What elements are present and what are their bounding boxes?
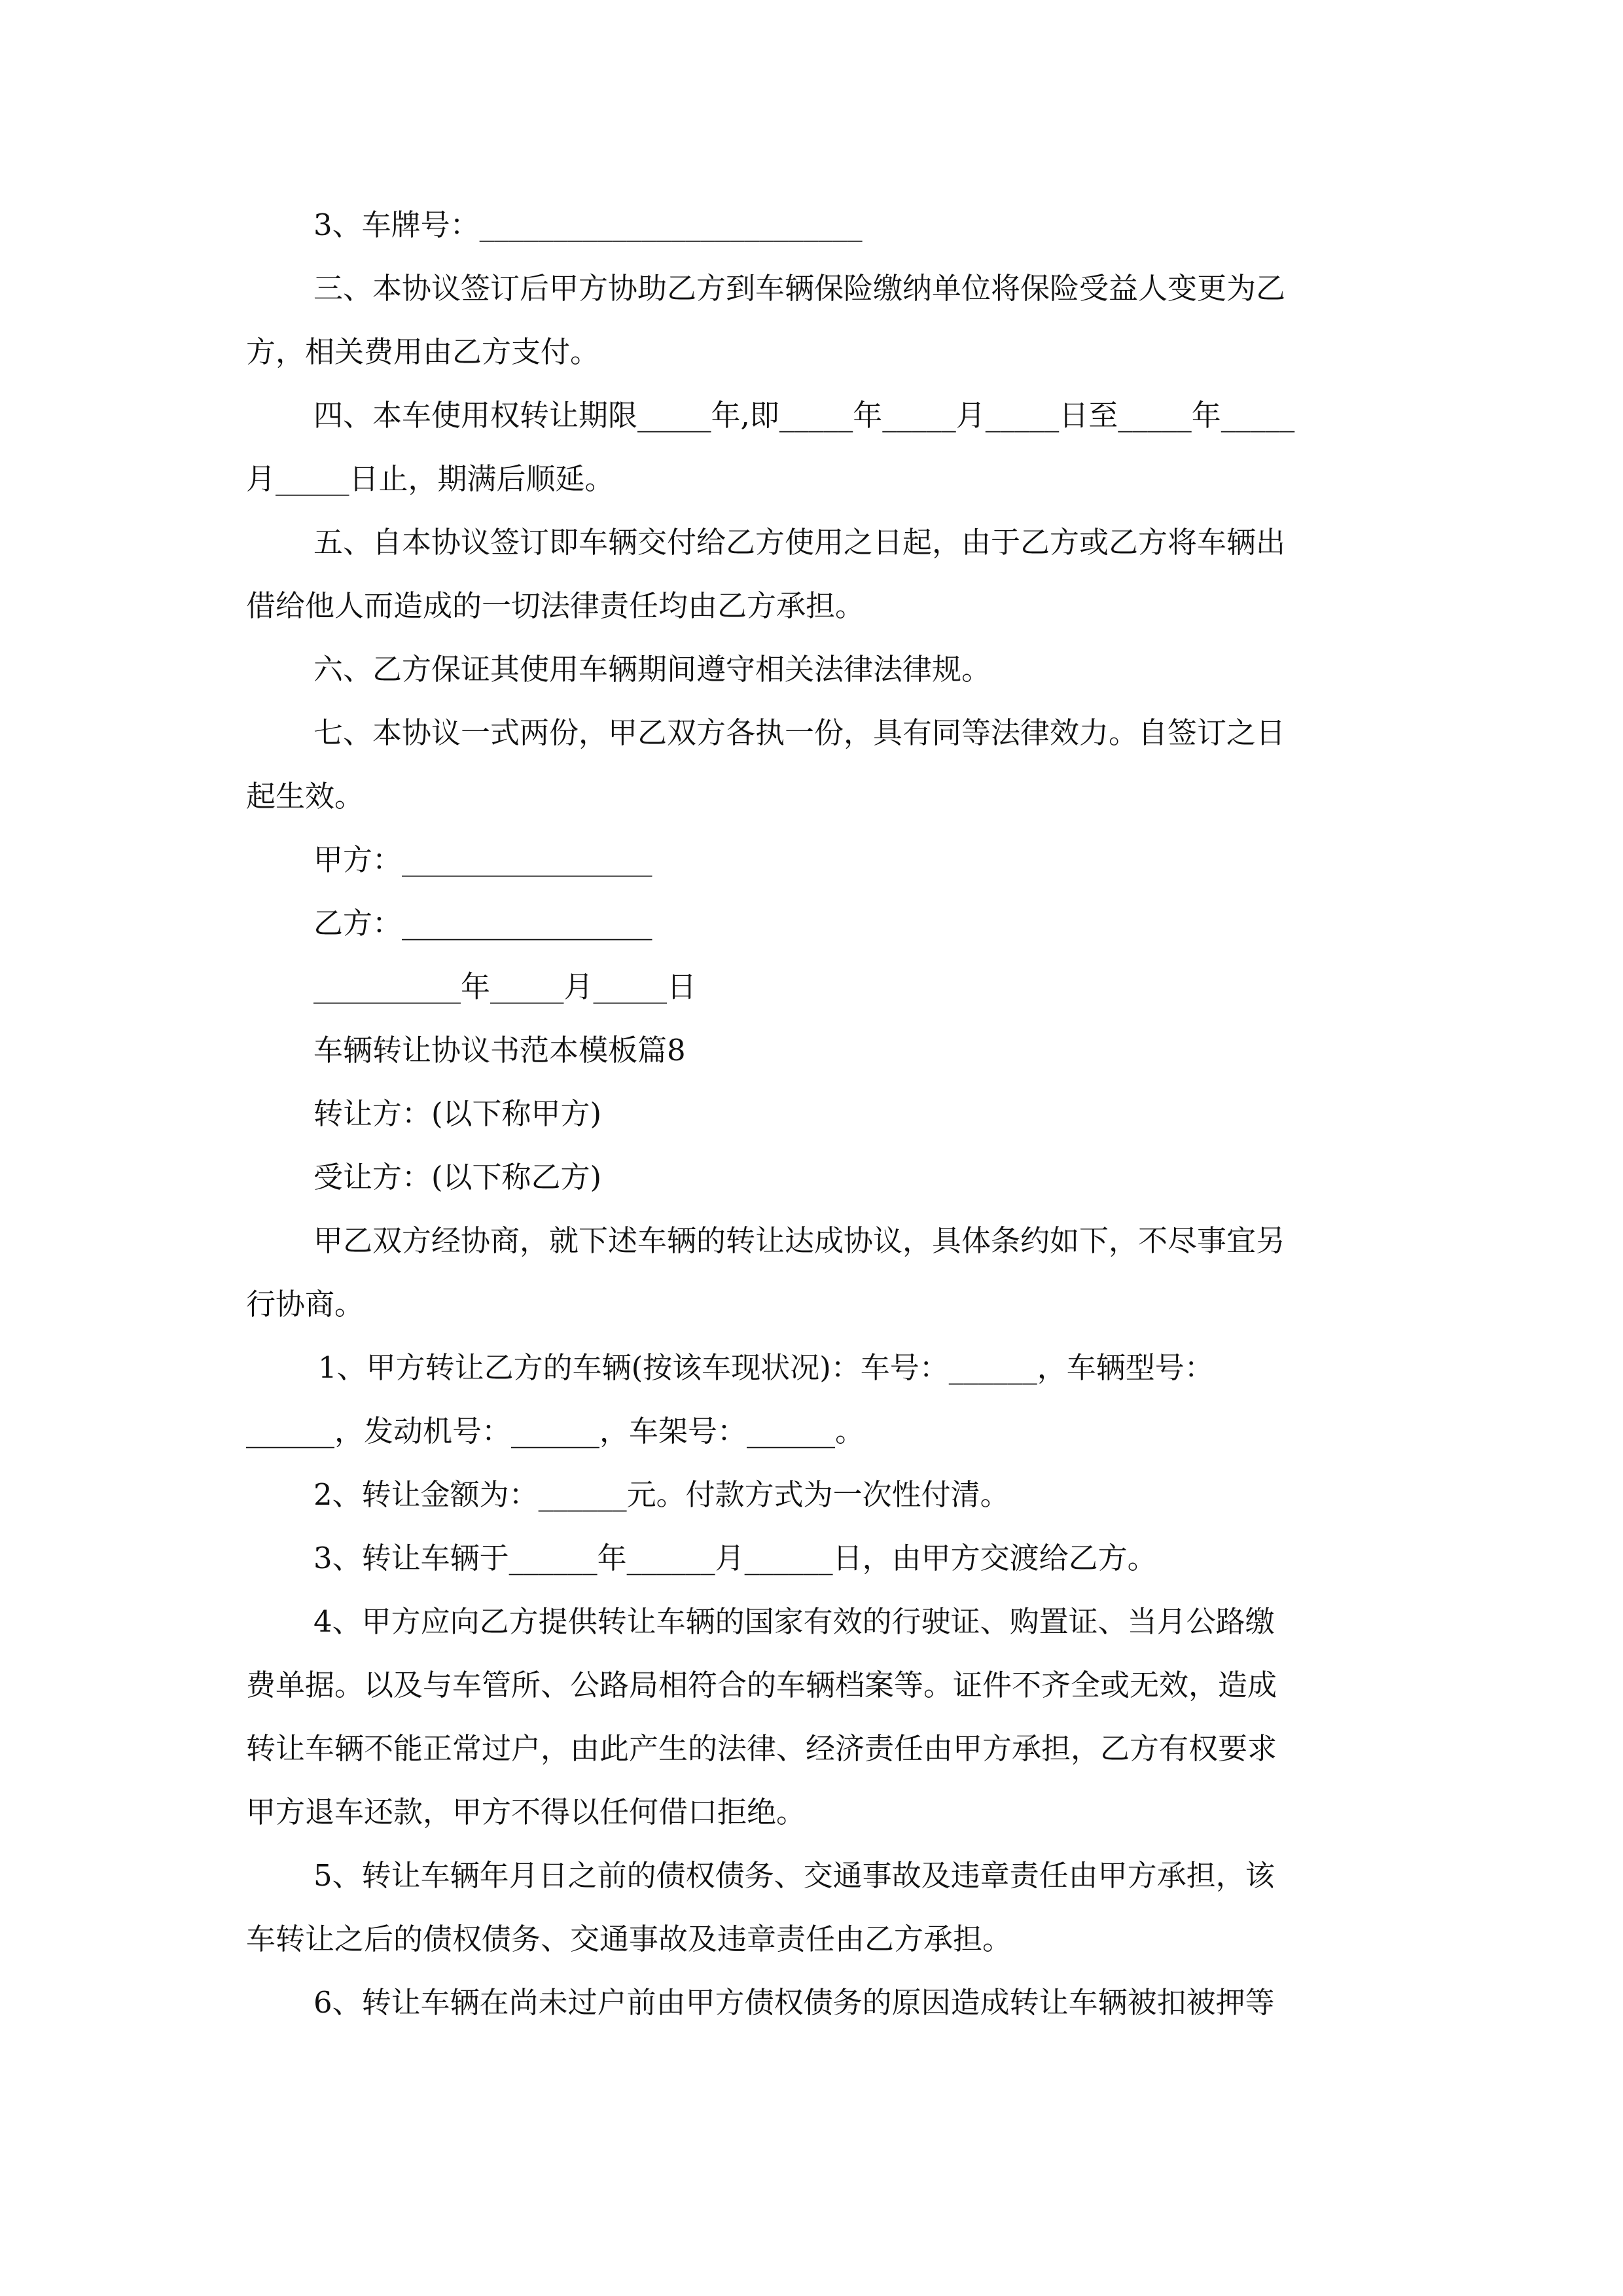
item-five-line-2: 车转让之后的债权债务、交通事故及违章责任由乙方承担。 [246,1922,1012,1956]
party-b-signature: 乙方：_________________ [313,906,652,941]
item-four-line-4: 甲方退车还款，甲方不得以任何借口拒绝。 [246,1795,806,1829]
clause-seven-line-2: 起生效。 [246,779,365,814]
item-six-line-1: 6、转让车辆在尚未过户前由甲方债权债务的原因造成转让车辆被扣被押等 [313,1985,1275,2020]
item-one-line-1: 1、甲方转让乙方的车辆(按该车现状况)：车号：______，车辆型号： [318,1350,1214,1385]
section-heading: 车辆转让协议书范本模板篇8 [313,1033,686,1067]
item-three: 3、转让车辆于______年______月______日，由甲方交渡给乙方。 [313,1541,1157,1575]
transferee-line: 受让方：(以下称乙方) [313,1160,602,1194]
party-a-signature: 甲方：_________________ [313,842,652,877]
item-two: 2、转让金额为：______元。付款方式为一次性付清。 [313,1477,1010,1512]
item-one-line-2: ______，发动机号：______，车架号：______。 [246,1414,865,1448]
clause-six: 六、乙方保证其使用车辆期间遵守相关法律法律规。 [313,652,991,687]
item-five-line-1: 5、转让车辆年月日之前的债权债务、交通事故及违章责任由甲方承担，该 [313,1858,1275,1893]
item-four-line-1: 4、甲方应向乙方提供转让车辆的国家有效的行驶证、购置证、当月公路缴 [313,1604,1275,1639]
clause-plate-number: 3、车牌号：__________________________ [313,207,863,242]
transferor-line: 转让方：(以下称甲方) [313,1096,602,1131]
clause-five-line-1: 五、自本协议签订即车辆交付给乙方使用之日起，由于乙方或乙方将车辆出 [313,525,1286,560]
intro-line-1: 甲乙双方经协商，就下述车辆的转让达成协议，具体条约如下，不尽事宜另 [313,1223,1286,1258]
clause-four-line-2: 月_____日止，期满后顺延。 [246,461,615,496]
clause-five-line-2: 借给他人而造成的一切法律责任均由乙方承担。 [246,588,865,623]
item-four-line-2: 费单据。以及与车管所、公路局相符合的车辆档案等。证件不齐全或无效，造成 [246,1668,1277,1702]
clause-four-line-1: 四、本车使用权转让期限_____年,即_____年_____月_____日至_____年_____ [313,398,1295,433]
intro-line-2: 行协商。 [246,1287,365,1321]
clause-seven-line-1: 七、本协议一式两份，甲乙双方各执一份，具有同等法律效力。自签订之日 [313,715,1286,750]
clause-three-line-2: 方，相关费用由乙方支付。 [246,334,600,369]
item-four-line-3: 转让车辆不能正常过户，由此产生的法律、经济责任由甲方承担，乙方有权要求 [246,1731,1277,1766]
clause-three-line-1: 三、本协议签订后甲方协助乙方到车辆保险缴纳单位将保险受益人变更为乙 [313,271,1286,306]
signature-date: __________年_____月_____日 [313,969,697,1004]
